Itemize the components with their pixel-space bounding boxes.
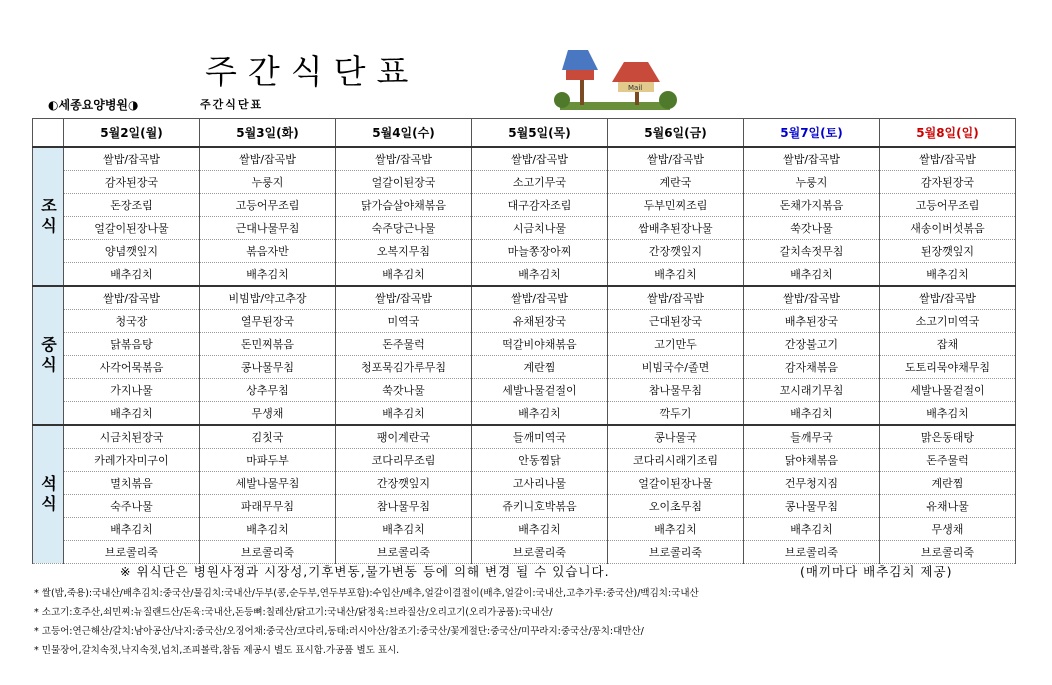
menu-cell: 돈주물럭 — [336, 333, 472, 356]
menu-cell: 꼬시래기무침 — [744, 379, 880, 402]
menu-cell: 가지나물 — [64, 379, 200, 402]
menu-cell: 김칫국 — [200, 425, 336, 449]
menu-cell: 얼갈이된장나물 — [64, 217, 200, 240]
origin-note-line: * 쌀(밥,죽용):국내산/배추김치:중국산/물김치:국내산/두부(콩,순두부,연두부포함):수입산/배추,얼갈이결절이(배추,얼갈이:국내산,고추가루:중국산)/백김치:국내산 — [34, 588, 699, 599]
menu-cell: 고등어무조림 — [880, 194, 1016, 217]
menu-cell: 배추김치 — [608, 263, 744, 287]
menu-cell: 콩나물국 — [608, 425, 744, 449]
day-header: 5월3일(화) — [200, 119, 336, 148]
kimchi-notice: (매끼마다 배추김치 제공) — [800, 564, 953, 579]
menu-cell: 양념깻잎지 — [64, 240, 200, 263]
menu-cell: 새송이버섯볶음 — [880, 217, 1016, 240]
menu-cell: 브로콜리죽 — [336, 541, 472, 564]
menu-cell: 대구감자조림 — [472, 194, 608, 217]
menu-cell: 배추김치 — [64, 518, 200, 541]
menu-cell: 쌈배추된장나물 — [608, 217, 744, 240]
menu-cell: 유채된장국 — [472, 310, 608, 333]
menu-cell: 무생채 — [200, 402, 336, 426]
menu-cell: 쌀밥/잡곡밥 — [744, 147, 880, 171]
meal-label: 중식 — [33, 286, 64, 425]
menu-cell: 브로콜리죽 — [64, 541, 200, 564]
menu-cell: 고등어무조림 — [200, 194, 336, 217]
menu-cell: 쌀밥/잡곡밥 — [64, 147, 200, 171]
menu-cell: 돈민찌볶음 — [200, 333, 336, 356]
menu-cell: 참나물무침 — [608, 379, 744, 402]
menu-cell: 세발나물무침 — [200, 472, 336, 495]
menu-cell: 시금치된장국 — [64, 425, 200, 449]
menu-cell: 오복지무침 — [336, 240, 472, 263]
menu-cell: 배추김치 — [744, 402, 880, 426]
weekly-menu-table — [32, 118, 1016, 564]
origin-note-line: * 고등어:연근해산/갈치:남아공산/낙지:중국산/오징어채:중국산/코다리,동태:러시아산/참조기:중국산/꽃게절단:중국산/미꾸라지:중국산/꽁치:대만산/ — [34, 626, 644, 637]
menu-cell: 떡갈비야채볶음 — [472, 333, 608, 356]
menu-cell: 소고기미역국 — [880, 310, 1016, 333]
menu-cell: 배추김치 — [608, 518, 744, 541]
menu-cell: 배추김치 — [880, 263, 1016, 287]
menu-cell: 계란국 — [608, 171, 744, 194]
menu-cell: 브로콜리죽 — [880, 541, 1016, 564]
menu-cell: 배추김치 — [880, 402, 1016, 426]
menu-cell: 고기만두 — [608, 333, 744, 356]
menu-cell: 브로콜리죽 — [200, 541, 336, 564]
menu-cell: 브로콜리죽 — [608, 541, 744, 564]
menu-cell: 얼갈이된장국 — [336, 171, 472, 194]
menu-cell: 쌀밥/잡곡밥 — [608, 286, 744, 310]
menu-cell: 참나물무침 — [336, 495, 472, 518]
menu-cell: 쌀밥/잡곡밥 — [64, 286, 200, 310]
menu-cell: 쥬키니호박볶음 — [472, 495, 608, 518]
menu-cell: 배추김치 — [200, 263, 336, 287]
menu-cell: 깍두기 — [608, 402, 744, 426]
origin-note-line: * 민물장어,갈치속젓,낙지속젓,넙치,조피볼락,참돔 제공시 별도 표시함.가공품 별도 표시. — [34, 645, 400, 656]
menu-cell: 감자채볶음 — [744, 356, 880, 379]
menu-cell: 마늘쫑장아찌 — [472, 240, 608, 263]
menu-cell: 근대나물무침 — [200, 217, 336, 240]
menu-cell: 쌀밥/잡곡밥 — [608, 147, 744, 171]
menu-cell: 잡채 — [880, 333, 1016, 356]
menu-cell: 무생채 — [880, 518, 1016, 541]
menu-cell: 누룽지 — [744, 171, 880, 194]
menu-cell: 오이초무침 — [608, 495, 744, 518]
menu-cell: 누룽지 — [200, 171, 336, 194]
menu-cell: 미역국 — [336, 310, 472, 333]
menu-cell: 쌀밥/잡곡밥 — [880, 286, 1016, 310]
menu-cell: 쌀밥/잡곡밥 — [200, 147, 336, 171]
menu-cell: 쌀밥/잡곡밥 — [472, 286, 608, 310]
menu-cell: 닭볶음탕 — [64, 333, 200, 356]
menu-cell: 콩나물무침 — [744, 495, 880, 518]
menu-cell: 고사리나물 — [472, 472, 608, 495]
menu-cell: 브로콜리죽 — [744, 541, 880, 564]
day-header: 5월2일(월) — [64, 119, 200, 148]
day-header: 5월6일(금) — [608, 119, 744, 148]
menu-cell: 배추김치 — [200, 518, 336, 541]
menu-cell: 열무된장국 — [200, 310, 336, 333]
menu-cell: 돈주물럭 — [880, 449, 1016, 472]
menu-cell: 숙주나물 — [64, 495, 200, 518]
header-corner — [33, 119, 64, 148]
menu-cell: 파래무무침 — [200, 495, 336, 518]
menu-cell: 돈장조림 — [64, 194, 200, 217]
menu-cell: 닭야채볶음 — [744, 449, 880, 472]
menu-cell: 배추김치 — [336, 518, 472, 541]
menu-cell: 얼갈이된장나물 — [608, 472, 744, 495]
day-header: 5월5일(목) — [472, 119, 608, 148]
menu-cell: 안동찜닭 — [472, 449, 608, 472]
menu-cell: 갈치속젓무침 — [744, 240, 880, 263]
menu-cell: 콩나물무침 — [200, 356, 336, 379]
menu-cell: 유채나물 — [880, 495, 1016, 518]
menu-cell: 간장불고기 — [744, 333, 880, 356]
menu-cell: 배추김치 — [744, 263, 880, 287]
menu-cell: 카레가자미구이 — [64, 449, 200, 472]
menu-cell: 배추김치 — [472, 402, 608, 426]
menu-cell: 상추무침 — [200, 379, 336, 402]
menu-cell: 코다리시래기조림 — [608, 449, 744, 472]
menu-cell: 비빔국수/졸면 — [608, 356, 744, 379]
day-header: 5월7일(토) — [744, 119, 880, 148]
menu-cell: 들깨무국 — [744, 425, 880, 449]
meal-label: 석식 — [33, 425, 64, 564]
menu-cell: 세발나물겉절이 — [472, 379, 608, 402]
origin-notes — [34, 584, 699, 660]
menu-cell: 돈채가지볶음 — [744, 194, 880, 217]
origin-note-line: * 소고기:호주산,쇠민찌:뉴질랜드산/돈육:국내산,돈등뼈:칠레산/닭고기:국내산/닭정육:브라질산/오리고기(오리가공품):국내산/ — [34, 607, 553, 618]
menu-cell: 마파두부 — [200, 449, 336, 472]
svg-text:Mail: Mail — [628, 84, 643, 92]
menu-cell: 숙주당근나물 — [336, 217, 472, 240]
menu-cell: 배추김치 — [336, 263, 472, 287]
menu-cell: 계란찜 — [472, 356, 608, 379]
meal-label: 조식 — [33, 147, 64, 286]
menu-cell: 볶음자반 — [200, 240, 336, 263]
menu-cell: 쌀밥/잡곡밥 — [336, 147, 472, 171]
menu-cell: 팽이계란국 — [336, 425, 472, 449]
page-subtitle: 주간식단표 — [200, 98, 264, 111]
menu-cell: 시금치나물 — [472, 217, 608, 240]
hospital-name: ◐세종요양병원◑ — [48, 98, 139, 112]
mailbox-house-illustration — [540, 40, 690, 112]
menu-cell: 세발나물겉절이 — [880, 379, 1016, 402]
menu-cell: 건무청지짐 — [744, 472, 880, 495]
menu-cell: 브로콜리죽 — [472, 541, 608, 564]
menu-cell: 맑은동태탕 — [880, 425, 1016, 449]
menu-cell: 배추김치 — [472, 518, 608, 541]
menu-cell: 비빔밥/약고추장 — [200, 286, 336, 310]
menu-cell: 들깨미역국 — [472, 425, 608, 449]
menu-cell: 배추김치 — [64, 402, 200, 426]
menu-cell: 쌀밥/잡곡밥 — [880, 147, 1016, 171]
menu-cell: 청국장 — [64, 310, 200, 333]
menu-cell: 멸치볶음 — [64, 472, 200, 495]
menu-cell: 감자된장국 — [880, 171, 1016, 194]
change-notice: ※ 위식단은 병원사정과 시장성,기후변동,물가변동 등에 의해 변경 될 수 있습니다. — [120, 564, 610, 579]
menu-cell: 된장깻잎지 — [880, 240, 1016, 263]
menu-cell: 쌀밥/잡곡밥 — [472, 147, 608, 171]
menu-cell: 청포묵김가루무침 — [336, 356, 472, 379]
menu-cell: 배추김치 — [336, 402, 472, 426]
menu-cell: 쌀밥/잡곡밥 — [336, 286, 472, 310]
menu-cell: 두부민찌조림 — [608, 194, 744, 217]
menu-cell: 코다리무조림 — [336, 449, 472, 472]
menu-cell: 배추김치 — [744, 518, 880, 541]
menu-cell: 닭가슴살야채볶음 — [336, 194, 472, 217]
menu-cell: 쑥갓나물 — [336, 379, 472, 402]
menu-cell: 소고기무국 — [472, 171, 608, 194]
menu-cell: 배추김치 — [64, 263, 200, 287]
menu-cell: 감자된장국 — [64, 171, 200, 194]
menu-cell: 간장깻잎지 — [608, 240, 744, 263]
menu-cell: 쌀밥/잡곡밥 — [744, 286, 880, 310]
menu-cell: 배추된장국 — [744, 310, 880, 333]
menu-cell: 사각어묵볶음 — [64, 356, 200, 379]
day-header: 5월4일(수) — [336, 119, 472, 148]
menu-cell: 쑥갓나물 — [744, 217, 880, 240]
menu-cell: 계란찜 — [880, 472, 1016, 495]
day-header: 5월8일(일) — [880, 119, 1016, 148]
menu-cell: 도토리묵야채무침 — [880, 356, 1016, 379]
menu-cell: 간장깻잎지 — [336, 472, 472, 495]
menu-cell: 근대된장국 — [608, 310, 744, 333]
page-title: 주간식단표 — [205, 52, 420, 91]
menu-cell: 배추김치 — [472, 263, 608, 287]
